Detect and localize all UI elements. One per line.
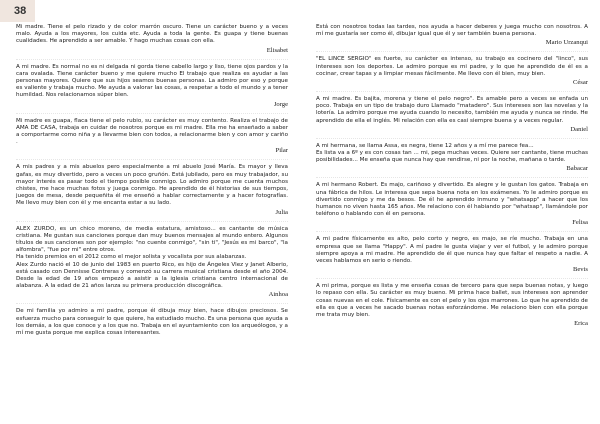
- testimonial-text: "EL LINCE SERGIO" es fuerte, su carácter es intenso, su trabajo es cocinero del "linco", sus intereses son los deportes. Le admiro porque es mi padre, y lo que he aprendido de él es a cocinar, crear tapas y a limpiar mesas fácilmente. Me llevo con él bien, muy bien.: [316, 56, 588, 77]
- testimonial-entry: [16, 164, 288, 216]
- testimonial-author: Pilar: [275, 147, 288, 155]
- testimonial-text: A mi madre. Es normal no es ni delgada ni gorda tiene cabello largo y liso, tiene ojos pardos y la cara ovalada. Tiene carácter bueno y me quiere mucho El trabajo que realiza es ayudar a las personas mayores. Quiere que sus hijos seamos buenas personas. La admiro por eso y porque es valiente y trabaja mucho. Me ayuda a valorar las cosas, a respetar a todo el mundo y a tener humildad. Nos relacionamos súper bien.: [16, 63, 288, 99]
- testimonial-text: Mi madre. Tiene el pelo rizado y de color marrón oscuro. Tiene un carácter bueno y a veces malo. Ayuda a los mayores, los cuida etc. Ayuda a toda la gente. Es guapa y tiene buenas cualidades. He aprendido a ser amable. Y hago muchas cosas con ella.: [16, 24, 288, 45]
- testimonial-entry: [316, 182, 588, 227]
- testimonial-entry: [316, 143, 588, 174]
- entry-divider: [16, 113, 288, 114]
- entry-divider: [316, 138, 588, 139]
- entry-divider: [16, 59, 288, 60]
- page-number-badge: [0, 0, 35, 22]
- testimonial-entry: [316, 56, 588, 87]
- testimonial-entry: [316, 96, 588, 134]
- entry-divider: [316, 51, 588, 52]
- testimonial-author: Daniel: [570, 125, 588, 133]
- testimonial-author: Erica: [574, 320, 588, 328]
- testimonial-text: A mi hermano Robert. Es majo, cariñoso y divertido. Es alegre y le gustan los gatos. Trabaja en una fábrica de hilos. Le interesa que sepa buena nota en los exámenes. Yo le admiro porque es divertido conmigo y me da besos. De él he aprendido inmuno y "whatsapp" a hacer que los humanos no viven hasta 165 años. Me relaciono con él habiando por "whatsap", llamándole por teléfono o hablando con él en persona.: [316, 182, 588, 218]
- testimonial-text: A mi prima, porque es lista y me enseña cosas de tercero para que sepa buenas notas, y luego lo repaso con ella. Su carácter es muy bueno. Mi prima hace ballet, sus intereses son aprender cosas nuevas en el cole. Físicamente es con el pelo y los ojos marrones. Lo que he aprendido de ella es que a veces he sacado buenas notas esforzándome. Me relaciono bien con ella porque me trata muy bien.: [316, 283, 588, 319]
- testimonial-author: Felisa: [572, 219, 588, 227]
- page-number: 38: [14, 5, 27, 17]
- entry-divider: [316, 177, 588, 178]
- testimonial-author: Mario Urzanqui: [545, 39, 588, 47]
- testimonial-text: A mis padres y a mis abuelos pero especialmente a mi abuelo José María. Es mayor y lleva gafas, es muy divertido, pero a veces un poco gruñón. Está jubilado, pero es muy trabajador, su mayor interés es pasar todo el tiempo posible conmigo. Lo admiro porque me cuenta muchos chistes, me hace muchas fotos y juega conmigo. He aprendido de él historias de sus tiempos, juegos de mesa, desde pequeñita él me enseñó a hablar correctamente y a hacer fotografías. Me llevo muy bien con él y me encanta estar a su lado.: [16, 164, 288, 207]
- testimonial-text: A mi hermana, se llama Assa, es negra, tiene 12 años y a mí me parece fea... Es lista va a 6º y es con cosas tan ... mi, pega muchas veces. Quiere ser cantante, tiene muchas posibilidades... Me enseña que nunca hay que rendirse, ni por la noche, mañana o tarde.: [316, 142, 588, 164]
- testimonial-text: A mi madre. Es bajita, morena y tiene el pelo negro". Es amable pero a veces se enfada un poco. Trabaja en un tipo de trabajo duro Llamado "matadero". Sus intereses son las novelas y la lotería. La admiro porque me ayuda cuando lo necesito, también me ayuda y nunca se rinde. He aprendido de ella el inglés. Mi relación con ella es casi siempre buena y a veces regular.: [316, 96, 588, 124]
- testimonial-author: Ainhoa: [268, 291, 288, 299]
- testimonial-entry: [316, 283, 588, 328]
- entry-divider: [16, 221, 288, 222]
- testimonial-author: Julia: [275, 208, 288, 216]
- testimonial-entry: [316, 24, 588, 47]
- entry-divider: [316, 231, 588, 232]
- testimonial-entry: [16, 118, 288, 156]
- testimonial-author: Bevis: [572, 266, 588, 274]
- testimonial-text: De mi familia yo admiro a mi padre, porque él dibuja muy bien, hace dibujos preciosos. Se esfuerza mucho para conseguir lo que quiere, ha estudiado mucho. Es una persona que ayuda a los demás, a los que conoce y a los que no. Trabaja en el ayuntamiento con los arqueólogos, y a mí me gusta porque me explica cosas interesantes.: [16, 308, 288, 337]
- testimonial-entry: [16, 226, 288, 300]
- testimonial-text: Mi madre es guapa, flaca tiene el pelo rubio, su carácter es muy contento. Realiza el trabajo de AMA DE CASA, trabaja en cuidar de nosotros porque es mi madre. Ella me ha enseñado a saber a comportarme como niña y a llevarme bien con todos, a relacionarme bien y con amor y cariño .: [16, 117, 288, 146]
- testimonial-entry: [16, 308, 288, 337]
- entry-divider: [316, 278, 588, 279]
- testimonial-author: Elisabet: [266, 46, 288, 54]
- entry-divider: [16, 303, 288, 304]
- testimonial-entry: [16, 24, 288, 55]
- left-column: [16, 24, 288, 337]
- testimonial-text: ALEX ZURDO, es un chico moreno, de media estatura, amistoso... es cantante de música cristiana. Me gustan sus canciones porque dan muy buenos mensajes al mundo entero. Algunos títulos de sus canciones son por ejemplo: "no cuente conmigo", "sin ti", "Jesús es mi barco", "la alfombra", "fue por mi" entre otros. Ha tenido premios en el 2012 como el mejor solista y vocalista por sus alabanzas. Alex Zurdo nació el 10 de junio del 1983 en puerto Rico, es hijo de Ángeles Vlez y Janet Alberio, está casado con Dennisse Contreras y comenzó su carrera musical cristiana desde el año 2004. Desde la edad de 19 años empezó a asistir a la iglesia cristiana centro internacional de alabanza. A la edad de 21 años lanza su primera producción discográfica.: [16, 225, 288, 290]
- testimonial-author: César: [572, 79, 588, 87]
- testimonial-text: Está con nosotros todas las tardes, nos ayuda a hacer deberes y juega mucho con nosotros. A mí me gustaría ser como él, dibujar igual que él y ser también buena persona.: [316, 24, 588, 38]
- entry-divider: [316, 91, 588, 92]
- testimonial-author: Babacar: [566, 165, 588, 173]
- testimonial-author: Jorge: [273, 100, 288, 108]
- testimonial-text: A mi padre físicamente es alto, pelo corto y negro, es majo, se ríe mucho. Trabaja en una empresa que se llama "Happy". A mí padre le gusta viajar y ver el futbol, y le admiro porque siempre apoya a mi madre. He aprendido de él que nunca hay que faltar el respeto a nadie. A veces hablamos en serio o riendo.: [316, 236, 588, 265]
- testimonial-entry: [316, 236, 588, 274]
- entry-divider: [16, 159, 288, 160]
- testimonial-entry: [16, 64, 288, 109]
- right-column: [316, 24, 588, 328]
